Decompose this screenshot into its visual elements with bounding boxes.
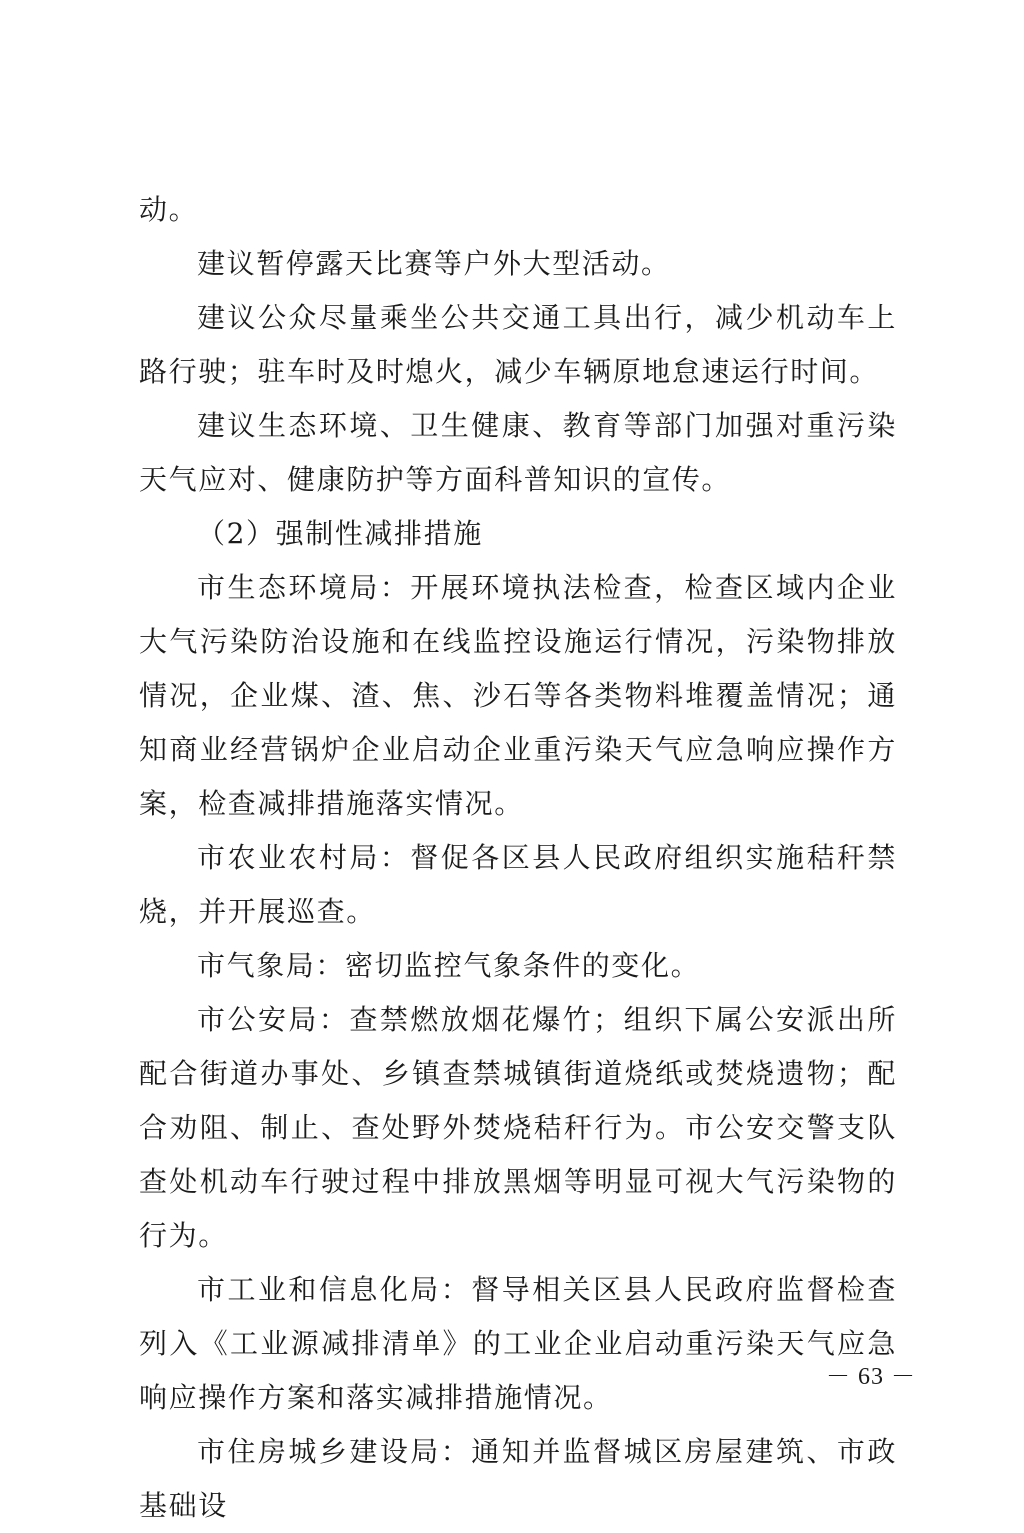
paragraph-public-transport: 建议公众尽量乘坐公共交通工具出行，减少机动车上路行驶；驻车时及时熄火，减少车辆原地怠速运行时间。 [139, 301, 897, 388]
paragraph-housing-construction-bureau: 市住房城乡建设局：通知并监督城区房屋建筑、市政基础设 [139, 1435, 897, 1522]
paragraph-science-publicity: 建议生态环境、卫生健康、教育等部门加强对重污染天气应对、健康防护等方面科普知识的宣传。 [139, 409, 897, 496]
section-heading-mandatory-measures: （2）强制性减排措施 [197, 517, 483, 550]
body-text [139, 183, 897, 1533]
page-number: － 63 － [826, 1364, 916, 1390]
paragraph-public-security-bureau: 市公安局：查禁燃放烟花爆竹；组织下属公安派出所配合街道办事处、乡镇查禁城镇街道烧纸或焚烧遗物；配合劝阻、制止、查处野外焚烧秸秆行为。市公安交警支队查处机动车行驶过程中排放黑烟等明显可视大气污染物的行为。 [139, 1003, 897, 1252]
paragraph-ecology-environment-bureau: 市生态环境局：开展环境执法检查，检查区域内企业大气污染防治设施和在线监控设施运行情况，污染物排放情况，企业煤、渣、焦、沙石等各类物料堆覆盖情况；通知商业经营锅炉企业启动企业重污染天气应急响应操作方案，检查减排措施落实情况。 [139, 571, 897, 820]
paragraph-meteorological-bureau: 市气象局：密切监控气象条件的变化。 [197, 949, 701, 982]
paragraph-continuation: 动。 [139, 193, 199, 226]
paragraph-agriculture-bureau: 市农业农村局：督促各区县人民政府组织实施秸秆禁烧，并开展巡查。 [139, 841, 897, 928]
paragraph-industry-it-bureau: 市工业和信息化局：督导相关区县人民政府监督检查列入《工业源减排清单》的工业企业启动重污染天气应急响应操作方案和落实减排措施情况。 [139, 1273, 897, 1414]
paragraph-suspend-outdoor-events: 建议暂停露天比赛等户外大型活动。 [197, 247, 671, 280]
